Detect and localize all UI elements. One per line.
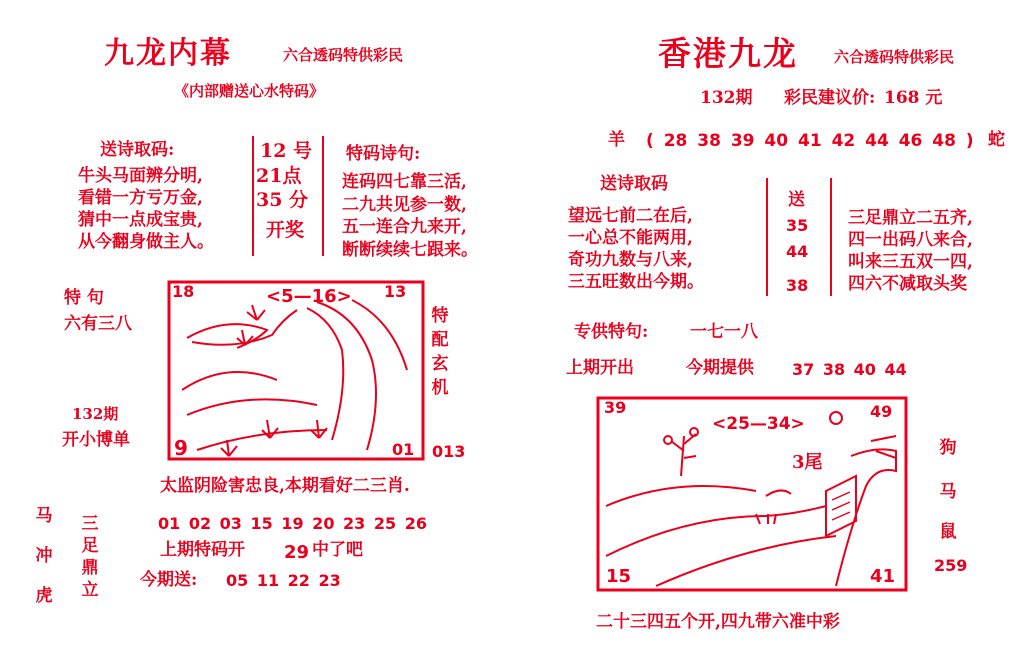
side-char: 配 — [431, 330, 449, 350]
right-poem-heading: 送诗取码 — [600, 174, 668, 194]
number-box-label: 送 — [788, 190, 805, 210]
right-issue: 132期 — [700, 88, 753, 108]
side-char: 玄 — [431, 354, 449, 374]
right-poem-line: 望远七前二在后, — [568, 206, 693, 226]
draw-time-line: 21点 — [256, 165, 302, 187]
left-box-bottom-left: 9 — [174, 436, 188, 460]
right-slogan: 六合透码特供彩民 — [834, 48, 955, 66]
right-line: 三足鼎立二五齐, — [848, 208, 973, 228]
draw-time-line: 开奖 — [266, 219, 305, 241]
special-phrase-label: 特 句 — [64, 288, 104, 308]
row-numbers: ( 28 38 39 40 41 42 44 46 48 ) — [646, 131, 974, 151]
left-poem-line: 牛头马面辨分明, — [78, 166, 203, 186]
special-label: 专供特句: — [574, 322, 649, 342]
price-label: 彩民建议价: — [784, 88, 876, 108]
left-vertical2-char: 足 — [81, 536, 99, 556]
right-box-top-center: <25—34> — [712, 414, 805, 434]
left-subtitle: 《内部赠送心水特码》 — [174, 82, 325, 100]
right-box-top-left: 39 — [604, 398, 627, 417]
side-number: 013 — [432, 442, 466, 461]
left-picture-box — [167, 280, 427, 462]
numbers-row: 01 02 03 15 19 20 23 25 26 — [158, 514, 427, 533]
right-today-numbers: 37 38 40 44 — [792, 360, 907, 379]
divider — [322, 136, 324, 256]
special-value: 一七一八 — [690, 322, 758, 342]
special-poem-line: 断断续续七跟来。 — [342, 240, 478, 260]
left-title: 九龙内幕 — [104, 36, 232, 71]
left-box-bottom-right: 01 — [392, 440, 415, 459]
left-poem-line: 猜中一点成宝贵, — [78, 210, 203, 230]
issue-note-2: 开小博单 — [62, 430, 130, 450]
left-vertical2-char: 三 — [81, 514, 99, 534]
right-last-label: 上期开出 — [566, 358, 634, 378]
number-box-value: 44 — [786, 242, 809, 261]
left-poem-line: 看错一方亏万金, — [78, 188, 203, 208]
right-today-label: 今期提供 — [686, 358, 754, 378]
right-side-char: 马 — [939, 482, 957, 502]
right-footer: 二十三四五个开,四九带六准中彩 — [596, 612, 840, 632]
right-poem-line: 三五旺数出今期。 — [568, 272, 704, 292]
today-label: 今期送: — [140, 570, 198, 590]
row-end: 蛇 — [988, 130, 1005, 150]
right-poem-line: 一心总不能两用, — [568, 228, 693, 248]
left-vertical-char: 马 — [35, 506, 53, 526]
left-poem-line: 从今翻身做主人。 — [78, 232, 214, 252]
right-box-bottom-right: 41 — [870, 566, 896, 587]
right-box-mid: 3尾 — [792, 452, 823, 473]
left-vertical2-char: 立 — [81, 580, 99, 600]
left-vertical-char: 冲 — [35, 546, 53, 566]
special-poem-heading: 特码诗句: — [346, 144, 421, 164]
last-suffix: 中了吧 — [312, 540, 363, 560]
draw-time-line: 12 号 — [260, 140, 313, 162]
right-box-bottom-left: 15 — [606, 566, 632, 587]
right-side-char: 鼠 — [939, 522, 957, 542]
left-poem-heading: 送诗取码: — [100, 140, 175, 160]
divider — [252, 136, 254, 256]
verdict: 太监阴险害忠良,本期看好二三肖. — [160, 476, 410, 496]
left-slogan: 六合透码特供彩民 — [283, 46, 404, 64]
right-title: 香港九龙 — [658, 34, 798, 73]
special-poem-line: 五一连合九来开, — [342, 217, 467, 237]
right-line: 叫来三五双一四, — [848, 252, 973, 272]
last-label: 上期特码开 — [160, 540, 245, 560]
price: 168 元 — [884, 88, 943, 108]
right-side-number: 259 — [934, 556, 968, 575]
left-vertical2-char: 鼎 — [81, 558, 99, 578]
left-box-top-right: 13 — [384, 282, 407, 301]
side-char: 特 — [431, 306, 449, 326]
right-line: 四一出码八来合, — [848, 230, 973, 250]
draw-time-line: 35 分 — [256, 189, 309, 211]
right-poem-line: 奇功九数与八来, — [568, 250, 693, 270]
today-numbers: 05 11 22 23 — [226, 571, 341, 590]
number-box-value: 35 — [786, 216, 809, 235]
special-poem-line: 二九共见参一数, — [342, 195, 467, 215]
right-line: 四六不减取头奖 — [848, 274, 967, 294]
right-box-top-right: 49 — [870, 402, 893, 421]
number-box-value: 38 — [786, 276, 809, 295]
left-box-top-center: <5—16> — [266, 286, 352, 307]
last-number: 29 — [284, 542, 310, 563]
side-char: 机 — [431, 378, 449, 398]
issue-note: 132期 — [72, 405, 119, 423]
special-poem-line: 连码四七靠三活, — [342, 172, 467, 192]
left-box-top-left: 18 — [172, 282, 195, 301]
left-vertical-char: 虎 — [35, 586, 53, 606]
special-phrase: 六有三八 — [64, 314, 132, 334]
row-start: 羊 — [608, 130, 625, 150]
right-side-char: 狗 — [939, 438, 957, 458]
